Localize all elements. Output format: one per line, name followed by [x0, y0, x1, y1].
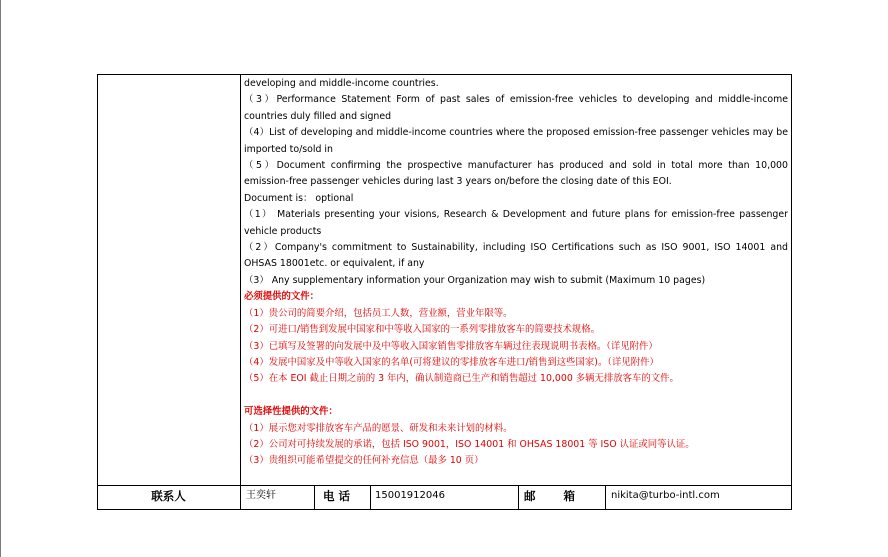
- footer-divider-1: [314, 485, 315, 510]
- required-item-5: （5）在本 EOI 截止日期之前的 3 年内，确认制造商已生产和销售超过 10,000 多辆无排放客车的文件。: [244, 373, 679, 385]
- optional-item-3: （3）贵组织可能希望提交的任何补充信息（最多 10 页）: [244, 455, 484, 467]
- footer-divider-4: [605, 485, 606, 510]
- document-content: [244, 76, 788, 470]
- required-item-2: （2）可进口/销售到发展中国家和中等收入国家的一系列零排放客车的简要技术规格。: [244, 324, 601, 336]
- spacer: [244, 388, 788, 404]
- email-label: 邮 箱: [524, 489, 576, 503]
- phone-value: 15001912046: [375, 490, 445, 501]
- contact-label: 联系人: [151, 489, 186, 503]
- contact-name: 王奕轩: [246, 490, 276, 501]
- footer-divider-3: [518, 485, 519, 510]
- optional-item-2: （2）公司对可持续发展的承诺，包括 ISO 9001，ISO 14001 和 OHSAS 18001 等 ISO 认证或同等认证。: [244, 438, 695, 450]
- en-line-6: （1） Materials presenting your visions, Research & Development and future plans for emission-free passenger vehicle products: [244, 209, 788, 237]
- phone-label: 电 话: [323, 489, 351, 503]
- required-item-4: （4）发展中国家及中等收入国家的名单(可将建议的零排放客车进口/销售到这些国家)。（详见附件）: [244, 356, 659, 368]
- en-line-8: （3） Any supplementary information your Organization may wish to submit (Maximum 10 pages): [244, 274, 706, 286]
- column-divider: [240, 74, 241, 510]
- en-line-2: （3）Performance Statement Form of past sales of emission-free vehicles to developing and middle-income countries duly filled and signed: [244, 94, 788, 122]
- email-value[interactable]: nikita@turbo-intl.com: [611, 490, 720, 501]
- en-line-3: （4）List of developing and middle-income countries where the proposed emission-free passenger vehicles may be imported to/sold in: [244, 127, 788, 155]
- en-line-1: developing and middle-income countries.: [244, 78, 439, 89]
- en-line-7: （2）Company's commitment to Sustainability, including ISO Certifications such as ISO 9001, ISO 14001 and OHSAS 18001etc. or equivalent, if any: [244, 242, 788, 270]
- en-line-5: Document is： optional: [244, 192, 354, 204]
- required-heading: 必须提供的文件：: [244, 291, 320, 303]
- footer-divider-2: [370, 485, 371, 510]
- en-line-4: （5）Document confirming the prospective manufacturer has produced and sold in total more than 10,000 emission-free passenger vehicles during last 3 years on/before the closing date of this EOI.: [244, 160, 788, 188]
- page-edge: [0, 0, 1, 557]
- optional-item-1: （1）展示您对零排放客车产品的愿景、研发和未来计划的材料。: [244, 422, 513, 434]
- optional-heading: 可选择性提供的文件：: [244, 406, 338, 418]
- required-item-3: （3）已填写及签署的向发展中及中等收入国家销售零排放客车辆过往表现说明书表格。（详见附件）: [244, 340, 658, 352]
- required-item-1: （1）贵公司的简要介绍，包括员工人数，营业额，营业年限等。: [244, 307, 513, 319]
